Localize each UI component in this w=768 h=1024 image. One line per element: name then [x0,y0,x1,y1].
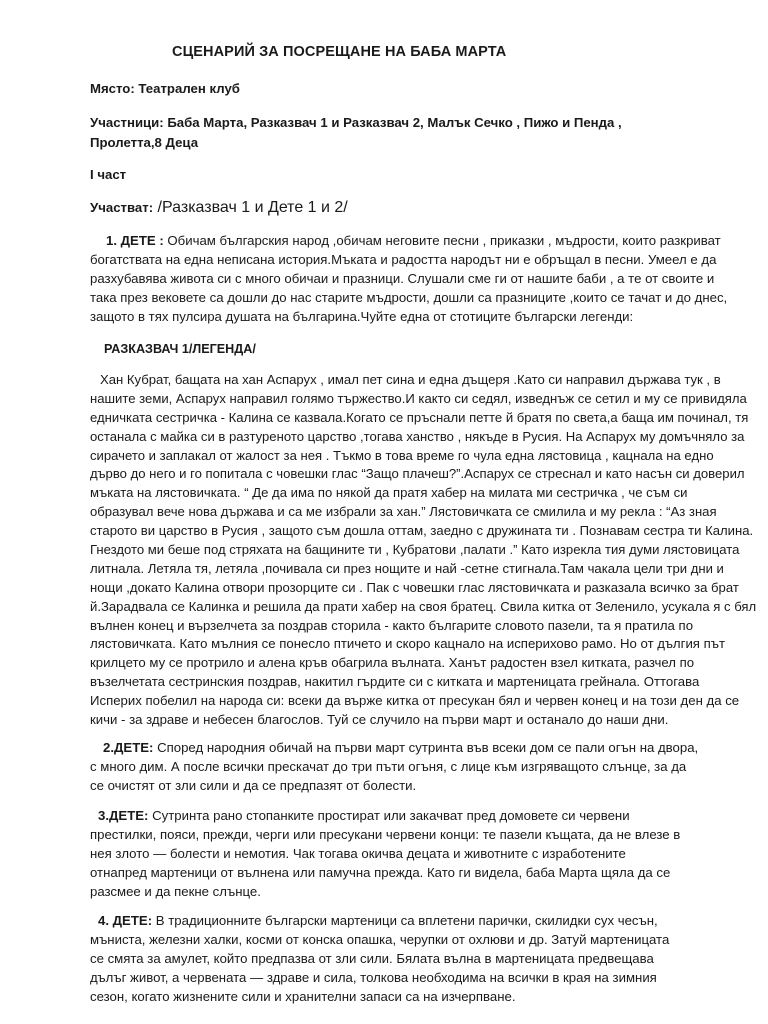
paragraph-line: дълъг живот, а червената — здраве и сила, толкова необходима на всички в края на зимния [90,969,657,985]
paragraph-line [90,232,727,251]
paragraph-line: Исперих побелил на народа си: всеки да върже китка от пресукан бял и червен конец и на този ден да се [90,693,740,709]
line-text: В традиционните български мартеници са вплетени парички, скилидки сух чесън, [152,913,658,928]
legend-heading: РАЗКАЗВАЧ 1/ЛЕГЕНДА/ [104,342,256,356]
part-heading: I част [90,167,127,182]
participants-line: Участници: Баба Марта, Разказвач 1 и Разказвач 2, Малък Сечко , Пижо и Пенда , [90,115,622,130]
paragraph-line: разхубавява живота си с много обичаи и празници. Слушали сме ги от нашите баби , а те от своите и [90,270,715,286]
paragraph-line: с много дим. А после всички прескачат до три пъти огъня, с лице към изгряващото слънце, за да [90,758,687,774]
document-title: СЦЕНАРИЙ ЗА ПОСРЕЩАНЕ НА БАБА МАРТА [172,44,507,60]
speaker-label: 1. ДЕТЕ : [106,233,164,248]
place-line: Място: Театрален клуб [90,81,240,96]
line-text: Сутринта рано стопанките простират или закачват пред домовете си червени [148,808,630,823]
paragraph-line [90,807,680,826]
child1-paragraph [90,232,727,326]
child3-paragraph [90,807,680,901]
speaker-label: 2.ДЕТЕ: [103,740,154,755]
line-text: Обичам българския народ ,обичам неговите песни , приказки , мъдрости, които разкриват [163,233,721,248]
paragraph-line: сирачето и заплакал от жалост за нея . Тъкмо в това време го чула една лястовица , кацнала на едно [90,447,714,463]
paragraph-line: се смята за амулет, който предпазва от зли сили. Бялата вълна в мартеницата предвещава [90,950,654,966]
paragraph-line: старото ви царство в Русия , защото съм дошла оттам, заедно с дружината ти . Познавам сестра ти Калина. [90,523,754,539]
paragraph-line: лястовичката. Като мълния се понесло птичето и скоро кацнало на исперихово рамо. Но от дългия път [90,636,726,652]
paragraph-line: образувал вече нова държава и са ме избрали за хан.” Лястовичката се смилила и му рекла : “Аз зная [90,504,717,520]
paragraph-line: едничката сестричка - Калина се казвала.Когато се пръснали петте й братя по света,а баща им починал, тя [90,409,749,425]
child4-paragraph [90,912,669,1006]
speaker-label: 4. ДЕТЕ: [98,913,153,928]
paragraph-line: нея злото — болести и немотия. Чак тогава окичва децата и животните с изработените [90,845,626,861]
paragraph-line: отнапред мартеници от вълнена или памучна прежда. Като ги видела, баба Марта щяла да се [90,864,671,880]
paragraph-line: нашите земи, Аспарух направил голямо тържество.И както си седял, изведнъж се сетил и му се привидяла [90,390,747,406]
legend-paragraph [90,371,756,730]
paragraph-line: така през вековете са дошли до нас старите мъдрости, дошли са празниците ,които се тачат и до днес, [90,289,728,305]
line-text: Според народния обичай на първи март сутринта във всеки дом се пали огън на двора, [153,740,699,755]
cast-label: Участват: [90,200,154,215]
paragraph-line: защото в тях пулсира душата на българина.Чуйте една от стотиците български легенди: [90,308,634,324]
paragraph-line: мъниста, железни халки, косми от конска опашка, черупки от охлюви и др. Затуй мартеницата [90,931,670,947]
paragraph-line: Хан Кубрат, бащата на хан Аспарух , имал пет сина и една дъщеря .Като си направил държава тук , в [100,372,721,387]
participants-line: Пролетта,8 Деца [90,135,199,150]
speaker-label: 3.ДЕТЕ: [98,808,149,823]
paragraph-line [90,739,698,758]
paragraph-line: кичи - за здраве и небесен благослов. Туй се случило на първи март и останало до наши дни. [90,712,669,728]
cast-line [90,198,348,218]
paragraph-line: литнала. Летяла тя, летяла ,почивала си през нощите и най -сетне стигнала.Там чакала цели три дни и [90,560,724,576]
paragraph-line: възелчетата сестринския поздрав, накитил гърдите си с китката и мартеницата грейнала. Оттогава [90,674,700,690]
paragraph-line: престилки, пояси, прежди, черги или пресукани червени конци: те пазели къщата, да не влезе в [90,826,681,842]
paragraph-line: дърво до него и го попитала с човешки глас “Защо плачеш?”.Аспарух се стреснал и като насън си доверил [90,466,745,482]
paragraph-line: останала с майка си в разтуреното царство ,тогава ханство , някъде в Русия. На Аспарух му домъчняло за [90,428,745,444]
paragraph-line: сезон, когато жизнените сили и хранителни запаси са на изчерпване. [90,988,516,1004]
paragraph-line: разсмее и да пекне слънце. [90,883,261,899]
paragraph-line: й.Зарадвала се Калинка и решила да прати хабер на своя братец. Свила китка от Зеленило, усукала я с бял [90,598,757,614]
paragraph-line: богатствата на една неписана история.Мъката и радостта народът ни е обръщал в песни. Умеел е да [90,251,717,267]
paragraph-line: Гнездото ми беше под стряхата на бащините ти , Кубратови ,палати .” Като изрекла тия думи лястовицата [90,542,740,558]
paragraph-line: крилцето му се протрило и алена кръв обагрила вълната. Ханът радостен взел китката, разчел по [90,655,695,671]
paragraph-line: нощи ,докато Калина отвори прозорците си . Пак с човешки глас лястовичката и разказала всичко за брат [90,579,739,595]
paragraph-line [90,912,669,931]
paragraph-line: се очистят от зли сили и да се предпазят от болести. [90,777,417,793]
child2-paragraph [90,739,698,796]
cast-value: /Разказвач 1 и Дете 1 и 2/ [153,199,348,216]
paragraph-line: вълнен конец и вързелчета за поздрав сторила - както българите словото пазели, та я пратила по [90,617,694,633]
paragraph-line: мъката на лястовичката. “ Де да има по някой да пратя хабер на милата ми сестричка , че съм си [90,485,688,501]
participants-block [90,113,622,153]
